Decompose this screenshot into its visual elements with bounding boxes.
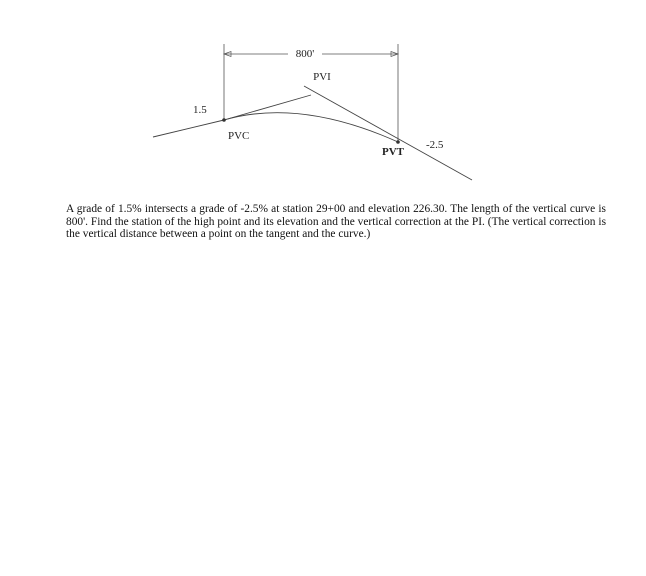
- incoming-tangent-line: [153, 120, 224, 137]
- pvt-label: PVT: [382, 146, 404, 158]
- incoming-tangent-extension: [224, 95, 311, 120]
- pvc-label: PVC: [228, 130, 250, 142]
- pvc-point: [222, 118, 226, 122]
- outgoing-tangent-line: [304, 86, 472, 180]
- outgoing-grade-label: -2.5: [426, 139, 444, 151]
- vertical-curve: [224, 113, 398, 142]
- curve-length-label: 800': [295, 48, 315, 60]
- pvt-point: [396, 140, 400, 144]
- incoming-grade-label: 1.5: [193, 104, 207, 116]
- problem-statement: [66, 203, 606, 241]
- vertical-curve-diagram: [0, 0, 646, 200]
- problem-text: A grade of 1.5% intersects a grade of -2.5% at station 29+00 and elevation 226.30. The length of the vertical curve is 800'. Find the station of the high point and its elevation and the vertical correction at the PI. (The vertical correction is the vertical distance between a point on the tangent and the curve.): [66, 203, 606, 241]
- pvi-label: PVI: [313, 71, 331, 83]
